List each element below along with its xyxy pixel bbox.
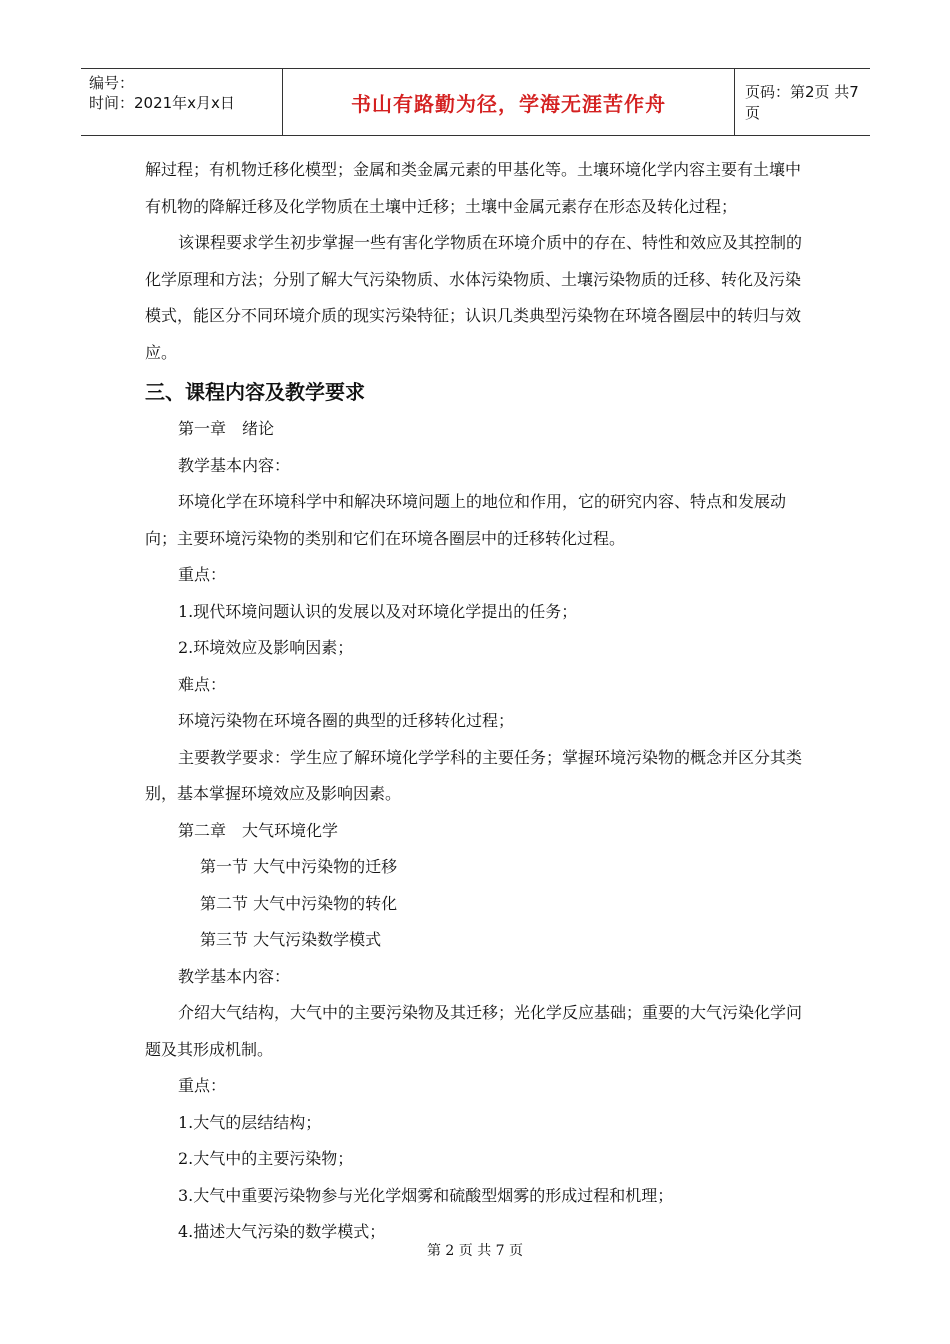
subsection-label: 教学基本内容： xyxy=(178,455,291,475)
subsection-label: 教学基本内容： xyxy=(178,966,291,986)
list-item: 3.大气中重要污染物参与光化学烟雾和硫酸型烟雾的形成过程和机理； xyxy=(178,1185,674,1205)
subsection-label: 重点： xyxy=(178,1076,227,1095)
paragraph: 解过程；有机物迁移化模型；金属和类金属元素的甲基化等。土壤环境化学内容主要有土壤中有机物的降解迁移及化学物质在土壤中迁移；土壤中金属元素存在形态及转化过程； xyxy=(145,160,802,216)
document-date-label: 时间：2021年x月x日 xyxy=(89,94,235,112)
header-motto: 书山有路勤为径，学海无涯苦作舟 xyxy=(351,91,666,116)
section-title: 第二节 大气中污染物的转化 xyxy=(200,893,398,913)
header-meta xyxy=(81,69,282,135)
header-page-number: 页码：第2页 共7页 xyxy=(745,83,859,122)
chapter-title: 第二章 大气环境化学 xyxy=(178,820,339,840)
list-item: 1.大气的层结结构； xyxy=(178,1112,322,1132)
paragraph: 环境污染物在环境各圈的典型的迁移转化过程； xyxy=(178,711,515,730)
paragraph: 介绍大气结构，大气中的主要污染物及其迁移；光化学反应基础；重要的大气污染化学问题及其形成机制。 xyxy=(145,1003,803,1059)
paragraph: 该课程要求学生初步掌握一些有害化学物质在环境介质中的存在、特性和效应及其控制的化学原理和方法；分别了解大气污染物质、水体污染物质、土壤污染物质的迁移、转化及污染模式，能区分不同环境介质的现实污染特征；认识几类典型污染物在环境各圈层中的转归与效应。 xyxy=(145,233,803,362)
page-header xyxy=(81,68,870,136)
list-item: 1.现代环境问题认识的发展以及对环境化学提出的任务； xyxy=(178,601,578,621)
paragraph: 主要教学要求：学生应了解环境化学学科的主要任务；掌握环境污染物的概念并区分其类别，基本掌握环境效应及影响因素。 xyxy=(145,747,803,803)
document-number-label: 编号： xyxy=(89,74,135,92)
section-title: 第三节 大气污染数学模式 xyxy=(200,930,382,949)
subsection-label: 难点： xyxy=(178,674,227,694)
paragraph: 环境化学在环境科学中和解决环境问题上的地位和作用，它的研究内容、特点和发展动向；主要环境污染物的类别和它们在环境各圈层中的迁移转化过程。 xyxy=(145,492,787,548)
list-item: 4.描述大气污染的数学模式； xyxy=(178,1222,386,1241)
subsection-label: 重点： xyxy=(178,565,227,584)
section-title: 第一节 大气中污染物的迁移 xyxy=(200,857,398,876)
list-item: 2.大气中的主要污染物； xyxy=(178,1149,354,1168)
chapter-title: 第一章 绪论 xyxy=(178,419,275,438)
page-footer: 第 2 页 共 7 页 xyxy=(426,1243,524,1259)
header-motto-cell xyxy=(282,69,735,135)
document-body xyxy=(145,152,810,1251)
section-heading: 三、课程内容及教学要求 xyxy=(145,380,365,404)
list-item: 2.环境效应及影响因素； xyxy=(178,638,354,657)
